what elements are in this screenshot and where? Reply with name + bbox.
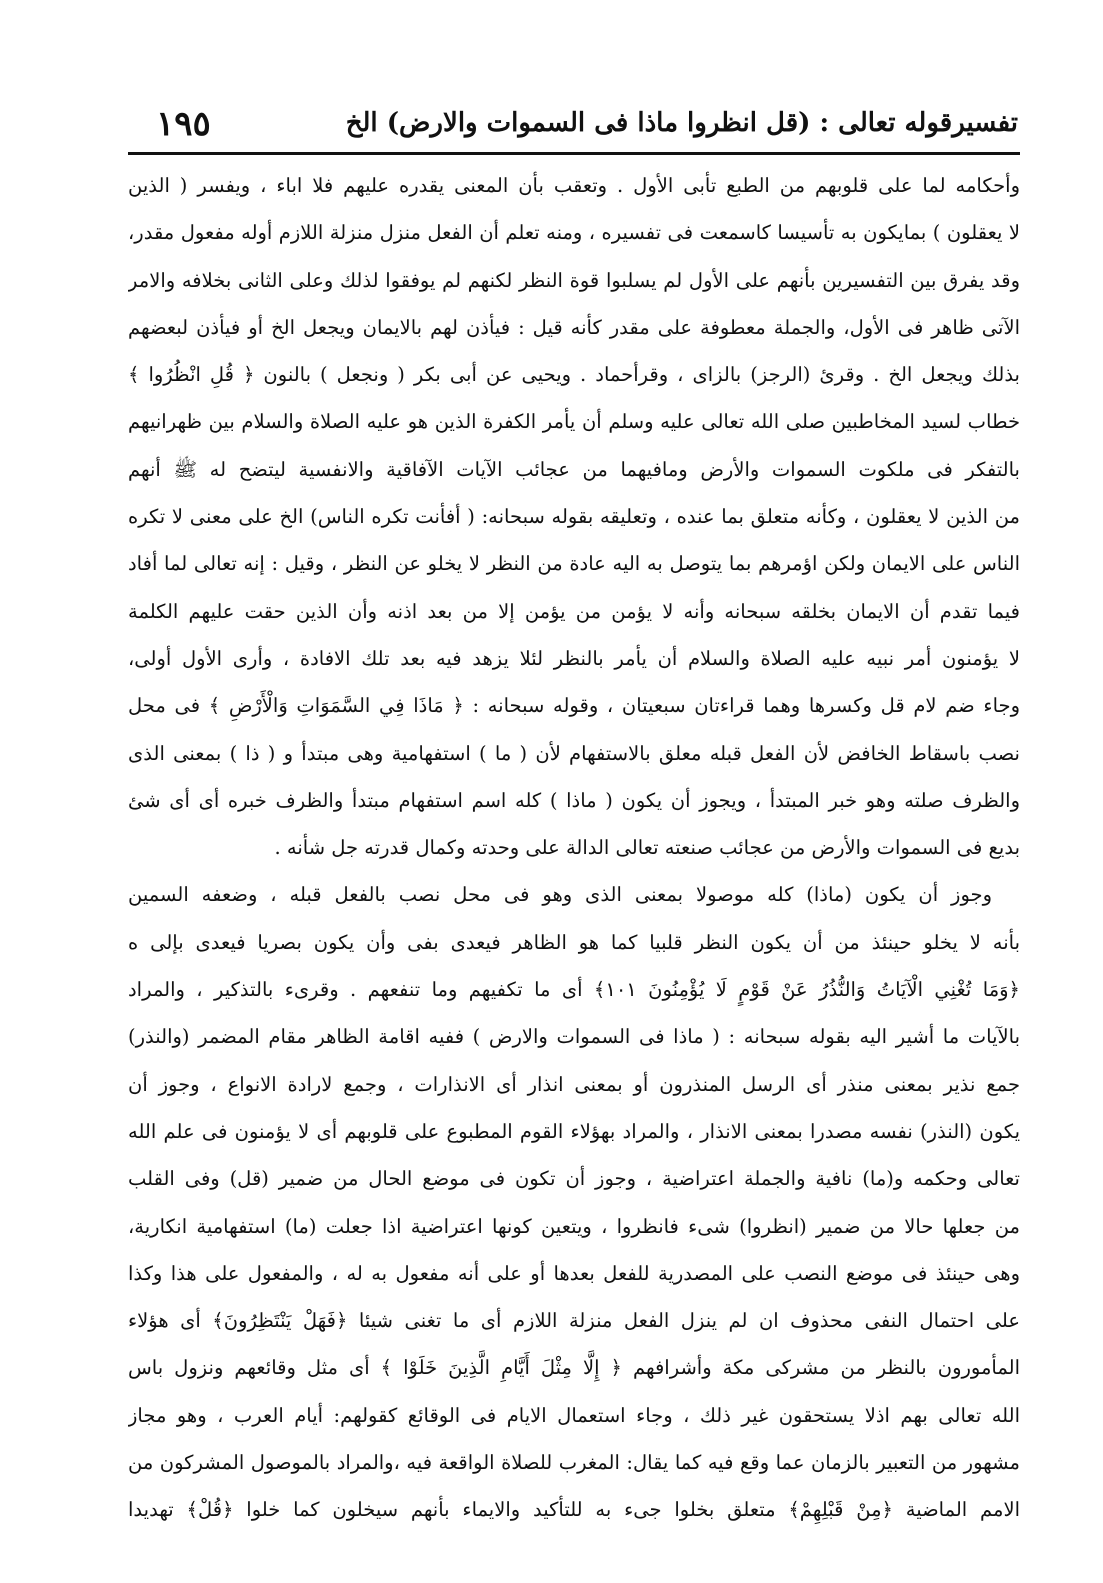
header-rule (128, 152, 1020, 155)
text-line: الناس على الايمان ولكن اؤمرهم بما يتوصل به اليه عادة من النظر لا يخلو عن النظر ، وقيل : إنه تعالى لما أفاد (128, 552, 1020, 576)
text-line: يكون (النذر) نفسه مصدرا بمعنى الانذار ، والمراد بهؤلاء القوم المطبوع على قلوبهم أى لا يؤمنون فى علم الله (128, 1119, 1020, 1143)
text-line: بأنه لا يخلو حينئذ من أن يكون النظر قلبيا كما هو الظاهر فيعدى بفى وأن يكون بصريا فيعدى بإلى ه (128, 930, 1020, 954)
body-text (128, 162, 1020, 1534)
text-line: المأمورون بالنظر من مشركى مكة وأشرافهم ﴿ إِلَّا مِثْلَ أَيَّامِ الَّذِينَ خَلَوْا ﴾ أى مثل وقائعهم ونزول باس (128, 1356, 1020, 1380)
text-line: خطاب لسيد المخاطبين صلى الله تعالى عليه وسلم أن يأمر الكفرة الذين هو عليه الصلاة والسلام بين ظهرانيهم (128, 410, 1020, 434)
text-line: الامم الماضية ﴿مِنْ قَبْلِهِمْ﴾ متعلق بخلوا جىء به للتأكيد والايماء بأنهم سيخلون كما خلوا ﴿قُلْ﴾ تهديدا (128, 1498, 1020, 1522)
text-line: من الذين لا يعقلون ، وكأنه متعلق بما عنده ، وتعليقه بقوله سبحانه: ( أفأنت تكره الناس) الخ على معنى لا تكره (128, 505, 1020, 529)
text-line: وهى حينئذ فى موضع النصب على المصدرية للفعل بعدها أو على أنه مفعول به له ، والمفعول على هذا وكذا (128, 1261, 1020, 1285)
running-title: تفسيرقوله تعالى : (قل انظروا ماذا فى السموات والارض) الخ (345, 108, 1018, 138)
text-line: من جعلها حالا من ضمير (انظروا) شىء فانظروا ، ويتعين كونها اعتراضية اذا جعلت (ما) استفهامية انكارية، (128, 1214, 1020, 1238)
text-line: لا يعقلون ) بمايكون به تأسيسا كاسمعت فى تفسيره ، ومنه تعلم أن الفعل منزل منزلة اللازم أوله مفعول مقدر، (128, 221, 1020, 245)
text-line: تعالى وحكمه و(ما) نافية والجملة اعتراضية ، وجوز أن تكون فى موضع الحال من ضمير (قل) وفى القلب (128, 1167, 1020, 1191)
text-line: لا يؤمنون أمر نبيه عليه الصلاة والسلام أن يأمر بالنظر لئلا يزهد فيه بعد تلك الافادة ، وأرى الأول أولى، (128, 646, 1020, 670)
text-line: جمع نذير بمعنى منذر أى الرسل المنذرون أو بمعنى انذار أى الانذارات ، وجمع لارادة الانواع ، وجوز أن (128, 1072, 1020, 1096)
text-line: بالتفكر فى ملكوت السموات والأرض ومافيهما من عجائب الآيات الآفاقية والانفسية ليتضح له ﷺ أنهم (128, 457, 1020, 481)
page-header (128, 104, 1018, 154)
text-line: وأحكامه لما على قلوبهم من الطبع تأبى الأول . وتعقب بأن المعنى يقدره عليهم فلا اباء ، ويفسر ( الذين (128, 174, 1020, 197)
text-line: والظرف صلته وهو خبر المبتدأ ، ويجوز أن يكون ( ماذا ) كله اسم استفهام مبتدأ والظرف خبره أى أى شئ (128, 788, 1020, 812)
text-line: وجوز أن يكون (ماذا) كله موصولا بمعنى الذى وهو فى محل نصب بالفعل قبله ، وضعفه السمين (128, 883, 992, 907)
text-line: وجاء ضم لام قل وكسرها وهما قراءتان سبعيتان ، وقوله سبحانه : ﴿ مَاذَا فِي السَّمَوَاتِ وَالْأَرْضِ ﴾ فى محل (128, 694, 1020, 718)
text-line: نصب باسقاط الخافض لأن الفعل قبله معلق بالاستفهام لأن ( ما ) استفهامية وهى مبتدأ و ( ذا ) بمعنى الذى (128, 741, 1020, 765)
text-line: فيما تقدم أن الايمان بخلقه سبحانه وأنه لا يؤمن من يؤمن إلا من بعد اذنه وأن الذين حقت عليهم الكلمة (128, 599, 1020, 623)
text-line: ﴿وَمَا تُغْنِي الْآيَاتُ وَالنُّذُرُ عَنْ قَوْمٍ لَا يُؤْمِنُونَ ١٠١﴾ أى ما تكفيهم وما تنفعهم . وقرىء بالتذكير ، والمراد (128, 978, 1020, 1002)
text-line: مشهور من التعبير بالزمان عما وقع فيه كما يقال: المغرب للصلاة الواقعة فيه ،والمراد بالموصول المشركون من (128, 1451, 1020, 1475)
text-line: بالآيات ما أشير اليه بقوله سبحانه : ( ماذا فى السموات والارض ) ففيه اقامة الظاهر مقام المضمر (والنذر) (128, 1025, 1020, 1049)
text-line: الآتى ظاهر فى الأول، والجملة معطوفة على مقدر كأنه قيل : فيأذن لهم بالايمان ويجعل الخ أو فيأذن لبعضهم (128, 315, 1020, 339)
page-number: ١٩٥ (156, 104, 211, 144)
text-line: بذلك ويجعل الخ . وقرئ (الرجز) بالزاى ، وقرأحماد . ويحيى عن أبى بكر ( ونجعل ) بالنون ﴿ قُلِ انْظُرُوا ﴾ (128, 363, 1020, 387)
text-line: بديع فى السموات والأرض من عجائب صنعته تعالى الدالة على وحدته وكمال قدرته جل شأنه . (274, 836, 1020, 860)
text-line: وقد يفرق بين التفسيرين بأنهم على الأول لم يسلبوا قوة النظر لكنهم لم يوفقوا لذلك وعلى الثانى بخلافه والامر (128, 268, 1020, 292)
text-line: الله تعالى بهم اذلا يستحقون غير ذلك ، وجاء استعمال الايام فى الوقائع كقولهم: أيام العرب ، وهو مجاز (128, 1403, 1020, 1427)
text-line: على احتمال النفى محذوف ان لم ينزل الفعل منزلة اللازم أى ما تغنى شيئا ﴿فَهَلْ يَنْتَظِرُونَ﴾ أى هؤلاء (128, 1309, 1020, 1333)
